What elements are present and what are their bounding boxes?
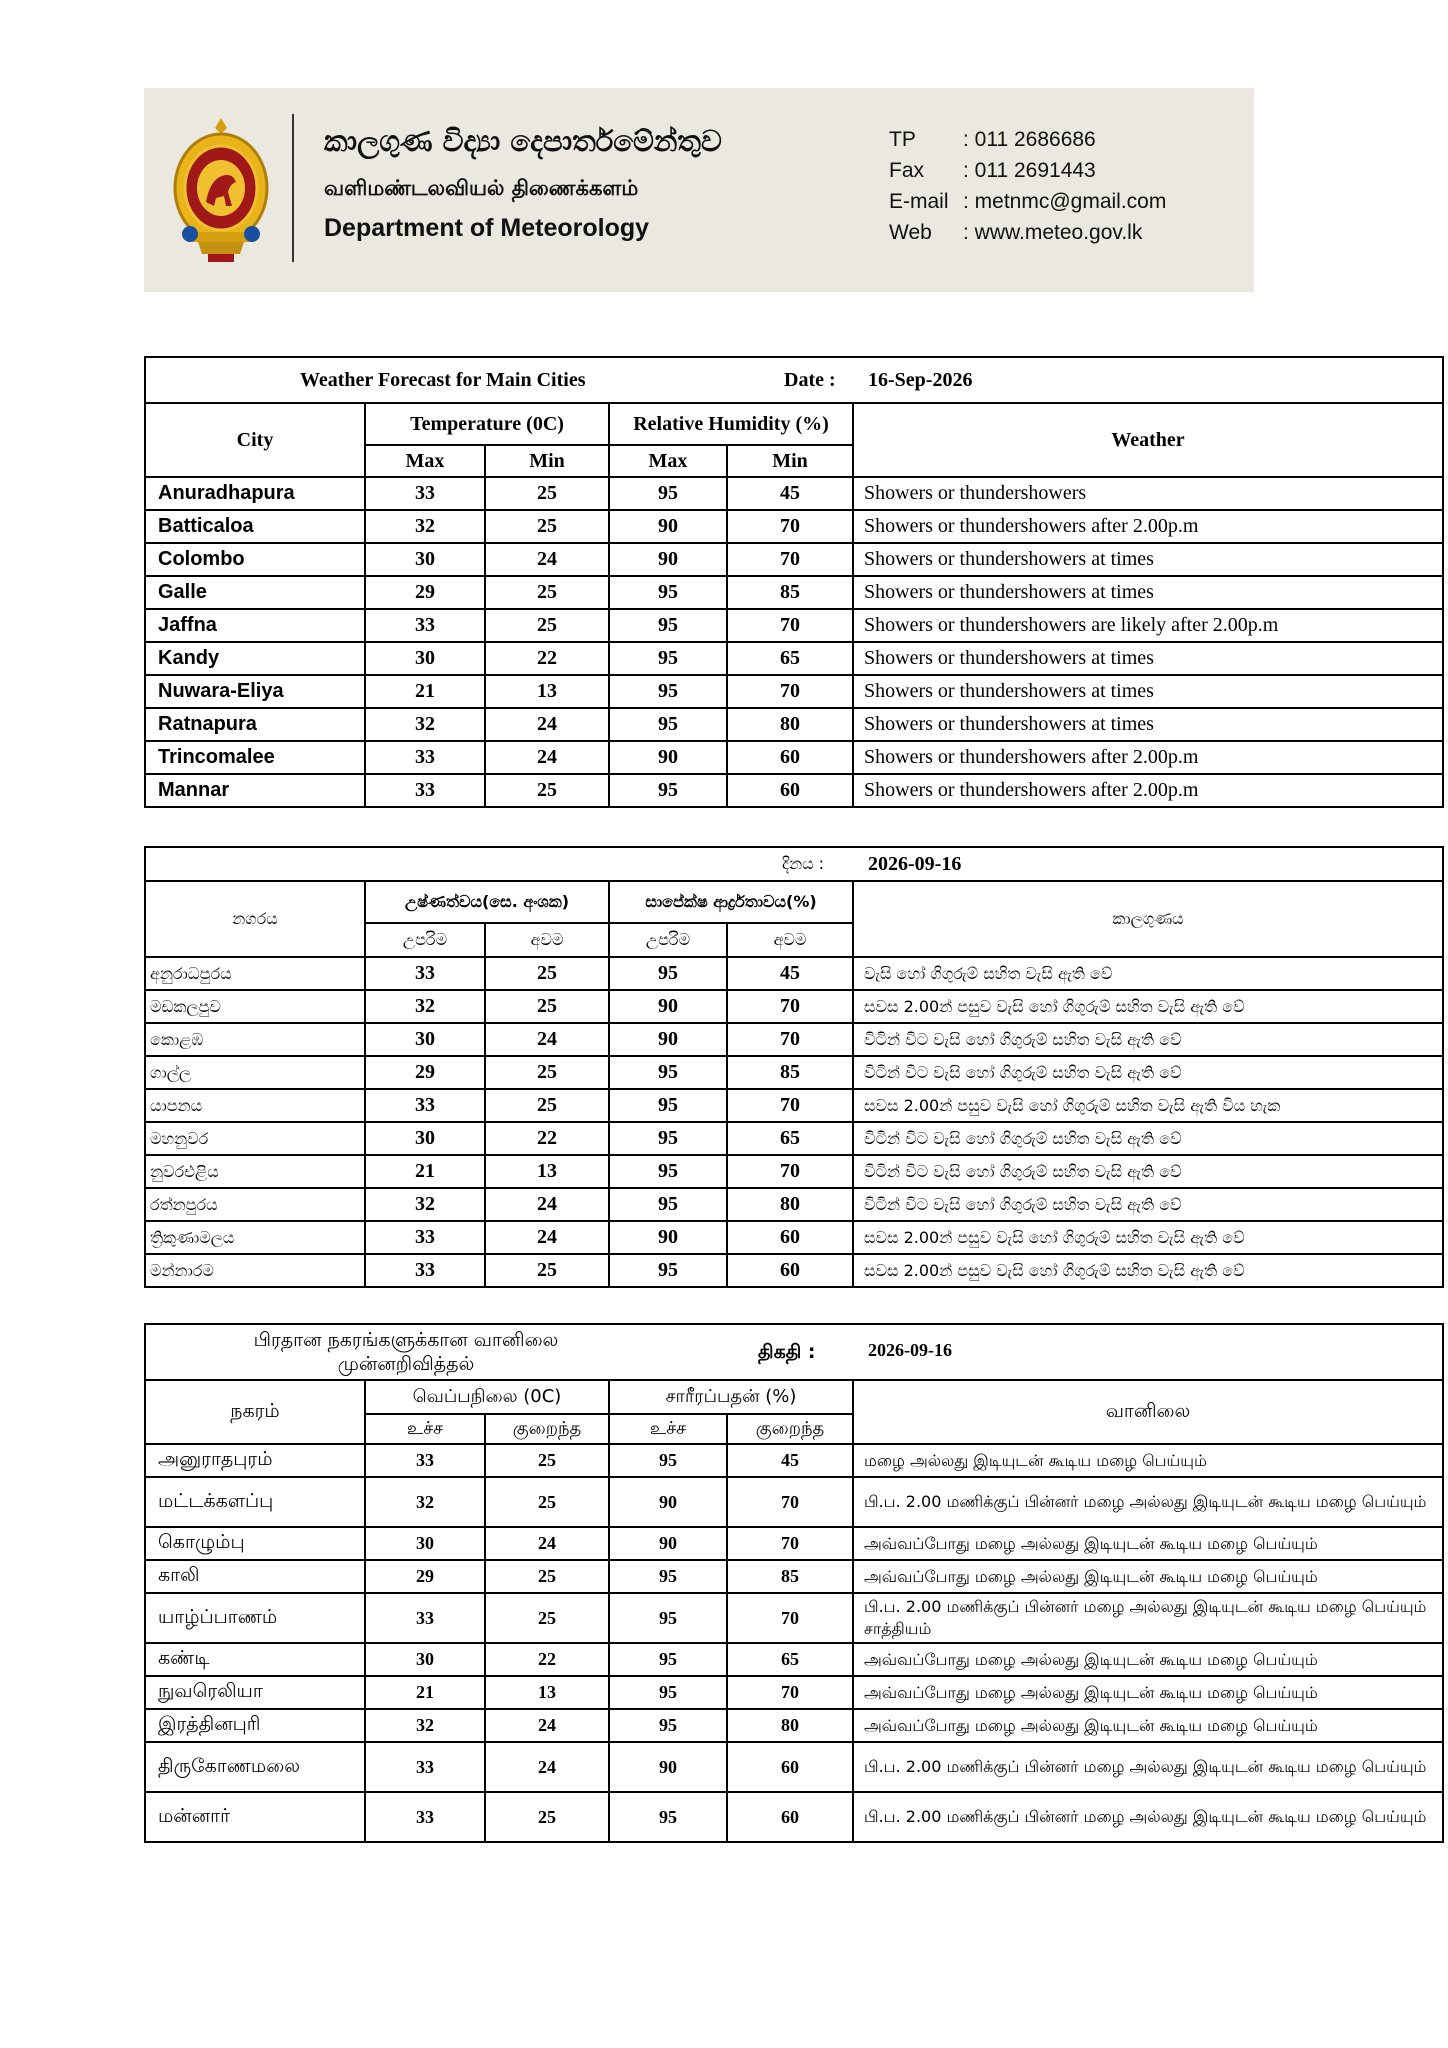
temp-max: 33	[365, 774, 485, 807]
temp-max: 29	[365, 1056, 485, 1089]
weather-text: பி.ப. 2.00 மணிக்குப் பின்னர் மழை அல்லது இடியுடன் கூடிய மழை பெய்யும்	[853, 1792, 1443, 1842]
table-title-line2: முன்னறிவித்தல்	[337, 1353, 475, 1375]
weather-text: பி.ப. 2.00 மணிக்குப் பின்னர் மழை அல்லது இடியுடன் கூடிய மழை பெய்யும் சாத்தியம்	[853, 1593, 1443, 1643]
rh-max: 90	[609, 1477, 727, 1527]
rh-max: 95	[609, 1792, 727, 1842]
rh-min: 70	[727, 1676, 853, 1709]
temp-max: 33	[365, 609, 485, 642]
dept-name-tamil: வளிமண்டலவியல் திணைக்களம்	[324, 176, 639, 200]
temp-max: 30	[365, 1122, 485, 1155]
weather-text: அவ்வப்போது மழை அல்லது இடியுடன் கூடிய மழை பெய்யும்	[853, 1527, 1443, 1560]
weather-text: සවස 2.00න් පසුව වැසි හෝ ගිගුරුම් සහිත වැසි ඇති වේ	[853, 1254, 1443, 1287]
temp-min: 25	[485, 1477, 609, 1527]
weather-text: பி.ப. 2.00 மணிக்குப் பின்னர் மழை அல்லது இடியுடன் கூடிய மழை பெய்யும்	[853, 1477, 1443, 1527]
header-humidity: සාපේක්ෂ ආර්ද්‍රතාවය(%)	[609, 881, 853, 923]
table-title-line1: பிரதான நகரங்களுக்கான வானிலை	[253, 1329, 559, 1351]
weather-text: Showers or thundershowers	[853, 477, 1443, 510]
weather-text: විටින් විට වැසි හෝ ගිගුරුම් සහිත වැසි ඇති වේ	[853, 1122, 1443, 1155]
weather-text: Showers or thundershowers after 2.00p.m	[853, 510, 1443, 543]
table-row	[145, 1643, 1443, 1676]
table-row	[145, 1444, 1443, 1477]
city-name: Colombo	[145, 543, 365, 576]
weather-text: වැසි හෝ ගිගුරුම් සහිත වැසි ඇති වේ	[853, 957, 1443, 990]
city-name: Ratnapura	[145, 708, 365, 741]
temp-min: 24	[485, 1742, 609, 1792]
city-name: ත්‍රිකුණාමලය	[145, 1221, 365, 1254]
city-name: නුවරඑළිය	[145, 1155, 365, 1188]
temp-max: 33	[365, 1742, 485, 1792]
temp-max: 33	[365, 1593, 485, 1643]
weather-text: Showers or thundershowers at times	[853, 576, 1443, 609]
temp-min: 25	[485, 1792, 609, 1842]
city-name: Galle	[145, 576, 365, 609]
table-row	[145, 576, 1443, 609]
rh-min: 70	[727, 1023, 853, 1056]
city-name: Trincomalee	[145, 741, 365, 774]
weather-text: அவ்வப்போது மழை அல்லது இடியுடன் கூடிய மழை பெய்யும்	[853, 1709, 1443, 1742]
rh-min: 70	[727, 1593, 853, 1643]
table-row	[145, 1122, 1443, 1155]
header-rh-min: Min	[727, 445, 853, 477]
forecast-table-tamil	[144, 1323, 1444, 1843]
contact-email: E-mail : metnmc@gmail.com	[889, 190, 1167, 213]
city-name: ගාල්ල	[145, 1056, 365, 1089]
temp-min: 25	[485, 1444, 609, 1477]
rh-max: 95	[609, 1188, 727, 1221]
rh-max: 95	[609, 1155, 727, 1188]
table-row	[145, 1742, 1443, 1792]
table-row	[145, 708, 1443, 741]
city-name: මඩකලපුව	[145, 990, 365, 1023]
dept-name-sinhala: කාලගුණ විද්‍යා දෙපාර්තමේන්තුව	[324, 124, 722, 158]
city-name: යාපනය	[145, 1089, 365, 1122]
rh-max: 90	[609, 1527, 727, 1560]
table-row	[145, 642, 1443, 675]
weather-text: Showers or thundershowers at times	[853, 675, 1443, 708]
forecast-table-sinhala	[144, 846, 1444, 1288]
temp-min: 25	[485, 1560, 609, 1593]
city-name: நுவரெலியா	[145, 1676, 365, 1709]
weather-text: සවස 2.00න් පසුව වැසි හෝ ගිගුරුම් සහිත වැසි ඇති වේ	[853, 990, 1443, 1023]
header-city: City	[145, 403, 365, 477]
rh-min: 70	[727, 1477, 853, 1527]
table-row	[145, 1155, 1443, 1188]
temp-max: 30	[365, 543, 485, 576]
contact-fax: Fax : 011 2691443	[889, 159, 1096, 182]
header-temperature: வெப்பநிலை (0C)	[365, 1380, 609, 1414]
rh-max: 90	[609, 543, 727, 576]
table-row	[145, 741, 1443, 774]
rh-min: 70	[727, 510, 853, 543]
header-temp-max: உச்ச	[365, 1414, 485, 1444]
header-humidity: சாரீரப்பதன் (%)	[609, 1380, 853, 1414]
temp-min: 25	[485, 1593, 609, 1643]
rh-min: 80	[727, 1188, 853, 1221]
city-name: கண்டி	[145, 1643, 365, 1676]
weather-text: பி.ப. 2.00 மணிக்குப் பின்னர் மழை அல்லது இடியுடன் கூடிய மழை பெய்யும்	[853, 1742, 1443, 1792]
table-row	[145, 1188, 1443, 1221]
weather-text: Showers or thundershowers after 2.00p.m	[853, 741, 1443, 774]
temp-min: 13	[485, 1155, 609, 1188]
rh-min: 60	[727, 1254, 853, 1287]
rh-min: 60	[727, 1742, 853, 1792]
rh-min: 85	[727, 1056, 853, 1089]
rh-min: 70	[727, 990, 853, 1023]
rh-min: 60	[727, 1221, 853, 1254]
rh-max: 95	[609, 1676, 727, 1709]
rh-min: 85	[727, 1560, 853, 1593]
temp-min: 25	[485, 774, 609, 807]
temp-max: 33	[365, 1254, 485, 1287]
weather-text: Showers or thundershowers are likely after 2.00p.m	[853, 609, 1443, 642]
table-row	[145, 543, 1443, 576]
weather-text: විටින් විට වැසි හෝ ගිගුරුම් සහිත වැසි ඇති වේ	[853, 1023, 1443, 1056]
temp-max: 21	[365, 1155, 485, 1188]
temp-min: 25	[485, 477, 609, 510]
table-row	[145, 1709, 1443, 1742]
rh-min: 45	[727, 477, 853, 510]
temp-max: 33	[365, 1221, 485, 1254]
header-temp-max: උපරිම	[365, 923, 485, 957]
city-name: මහනුවර	[145, 1122, 365, 1155]
city-name: මන්නාරම	[145, 1254, 365, 1287]
contact-web: Web : www.meteo.gov.lk	[889, 221, 1143, 244]
header-city: நகரம்	[145, 1380, 365, 1444]
weather-text: Showers or thundershowers at times	[853, 708, 1443, 741]
temp-min: 25	[485, 1089, 609, 1122]
table-row	[145, 477, 1443, 510]
city-name: Mannar	[145, 774, 365, 807]
date-label: திகதி :	[758, 1341, 816, 1363]
rh-min: 70	[727, 609, 853, 642]
rh-max: 90	[609, 990, 727, 1023]
header-weather: Weather	[853, 403, 1443, 477]
table-row	[145, 957, 1443, 990]
city-name: இரத்தினபுரி	[145, 1709, 365, 1742]
temp-max: 32	[365, 1477, 485, 1527]
temp-min: 24	[485, 1221, 609, 1254]
contact-phone: TP : 011 2686686	[889, 128, 1096, 151]
rh-max: 95	[609, 576, 727, 609]
city-name: திருகோணமலை	[145, 1742, 365, 1792]
rh-max: 95	[609, 642, 727, 675]
rh-max: 95	[609, 675, 727, 708]
header-humidity: Relative Humidity (%)	[609, 403, 853, 445]
table-caption	[145, 1324, 1443, 1380]
weather-text: සවස 2.00න් පසුව වැසි හෝ ගිගුරුම් සහිත වැසි ඇති විය හැක	[853, 1089, 1443, 1122]
header-divider	[292, 114, 294, 262]
letterhead	[144, 88, 1254, 292]
header-rh-max: உச்ச	[609, 1414, 727, 1444]
rh-max: 95	[609, 477, 727, 510]
temp-max: 30	[365, 1527, 485, 1560]
table-title: Weather Forecast for Main Cities	[300, 369, 586, 391]
rh-max: 95	[609, 1122, 727, 1155]
rh-max: 90	[609, 741, 727, 774]
rh-min: 85	[727, 576, 853, 609]
table-caption	[145, 847, 1443, 881]
table-row	[145, 1593, 1443, 1643]
temp-max: 33	[365, 1444, 485, 1477]
temp-max: 32	[365, 510, 485, 543]
weather-text: அவ்வப்போது மழை அல்லது இடியுடன் கூடிய மழை பெய்யும்	[853, 1643, 1443, 1676]
temp-max: 29	[365, 576, 485, 609]
date-label: දිනය :	[782, 854, 825, 873]
temp-min: 25	[485, 1056, 609, 1089]
header-temp-max: Max	[365, 445, 485, 477]
forecast-table-english	[144, 356, 1444, 808]
table-row	[145, 1221, 1443, 1254]
table-row	[145, 1254, 1443, 1287]
temp-max: 21	[365, 1676, 485, 1709]
rh-min: 65	[727, 642, 853, 675]
city-name: Anuradhapura	[145, 477, 365, 510]
temp-min: 24	[485, 1527, 609, 1560]
weather-text: அவ்வப்போது மழை அல்லது இடியுடன் கூடிய மழை பெய்யும்	[853, 1560, 1443, 1593]
rh-min: 65	[727, 1122, 853, 1155]
table-row	[145, 609, 1443, 642]
weather-text: විටින් විට වැසි හෝ ගිගුරුම් සහිත වැසි ඇති වේ	[853, 1155, 1443, 1188]
temp-min: 24	[485, 1709, 609, 1742]
city-name: රත්නපුරය	[145, 1188, 365, 1221]
table-row	[145, 1089, 1443, 1122]
rh-max: 95	[609, 1643, 727, 1676]
city-name: மன்னார்	[145, 1792, 365, 1842]
rh-max: 95	[609, 609, 727, 642]
header-temp-min: Min	[485, 445, 609, 477]
temp-min: 24	[485, 741, 609, 774]
weather-text: විටින් විට වැසි හෝ ගිගුරුම් සහිත වැසි ඇති වේ	[853, 1056, 1443, 1089]
rh-max: 95	[609, 1444, 727, 1477]
header-rh-max: උපරිම	[609, 923, 727, 957]
rh-max: 95	[609, 1709, 727, 1742]
city-name: Jaffna	[145, 609, 365, 642]
table-row	[145, 1792, 1443, 1842]
temp-min: 25	[485, 576, 609, 609]
rh-max: 95	[609, 1056, 727, 1089]
temp-min: 13	[485, 1676, 609, 1709]
rh-min: 70	[727, 675, 853, 708]
rh-max: 90	[609, 1742, 727, 1792]
table-row	[145, 990, 1443, 1023]
table-caption	[145, 357, 1443, 403]
header-temp-min: අවම	[485, 923, 609, 957]
header-rh-max: Max	[609, 445, 727, 477]
contact-info	[889, 124, 1166, 248]
table-row	[145, 675, 1443, 708]
temp-max: 29	[365, 1560, 485, 1593]
temp-min: 22	[485, 642, 609, 675]
rh-min: 65	[727, 1643, 853, 1676]
weather-text: மழை அல்லது இடியுடன் கூடிய மழை பெய்யும்	[853, 1444, 1443, 1477]
rh-min: 70	[727, 1155, 853, 1188]
temp-min: 24	[485, 1188, 609, 1221]
table-row	[145, 1560, 1443, 1593]
temp-min: 13	[485, 675, 609, 708]
temp-max: 32	[365, 1709, 485, 1742]
rh-min: 60	[727, 1792, 853, 1842]
rh-max: 95	[609, 1254, 727, 1287]
city-name: மட்டக்களப்பு	[145, 1477, 365, 1527]
temp-min: 22	[485, 1122, 609, 1155]
rh-max: 95	[609, 957, 727, 990]
temp-max: 33	[365, 1792, 485, 1842]
rh-max: 95	[609, 1593, 727, 1643]
city-name: காலி	[145, 1560, 365, 1593]
rh-min: 45	[727, 957, 853, 990]
city-name: අනුරාධපුරය	[145, 957, 365, 990]
temp-max: 33	[365, 1089, 485, 1122]
weather-text: Showers or thundershowers at times	[853, 642, 1443, 675]
temp-max: 32	[365, 708, 485, 741]
rh-min: 80	[727, 708, 853, 741]
city-name: யாழ்ப்பாணம்	[145, 1593, 365, 1643]
rh-min: 45	[727, 1444, 853, 1477]
city-name: அனுராதபுரம்	[145, 1444, 365, 1477]
temp-max: 30	[365, 642, 485, 675]
rh-min: 60	[727, 741, 853, 774]
temp-max: 21	[365, 675, 485, 708]
rh-max: 90	[609, 510, 727, 543]
dept-name-english: Department of Meteorology	[324, 214, 650, 242]
weather-text: Showers or thundershowers after 2.00p.m	[853, 774, 1443, 807]
city-name: Kandy	[145, 642, 365, 675]
temp-max: 30	[365, 1023, 485, 1056]
header-weather: කාලගුණය	[853, 881, 1443, 957]
header-weather: வானிலை	[853, 1380, 1443, 1444]
temp-min: 24	[485, 1023, 609, 1056]
weather-text: அவ்வப்போது மழை அல்லது இடியுடன் கூடிய மழை பெய்யும்	[853, 1676, 1443, 1709]
date-value: 16-Sep-2026	[868, 369, 973, 391]
header-temperature: Temperature (0C)	[365, 403, 609, 445]
table-row	[145, 1023, 1443, 1056]
rh-max: 95	[609, 774, 727, 807]
temp-max: 32	[365, 990, 485, 1023]
city-name: Batticaloa	[145, 510, 365, 543]
header-temperature: උෂ්ණත්වය(සෙ. අංශක)	[365, 881, 609, 923]
rh-max: 95	[609, 1560, 727, 1593]
temp-max: 33	[365, 741, 485, 774]
table-row	[145, 1477, 1443, 1527]
temp-min: 25	[485, 1254, 609, 1287]
temp-min: 24	[485, 543, 609, 576]
table-row	[145, 1527, 1443, 1560]
table-row	[145, 774, 1443, 807]
rh-max: 95	[609, 1089, 727, 1122]
sri-lanka-emblem-icon	[170, 114, 272, 266]
rh-min: 70	[727, 1089, 853, 1122]
table-row	[145, 1056, 1443, 1089]
rh-max: 90	[609, 1023, 727, 1056]
rh-min: 70	[727, 543, 853, 576]
weather-text: සවස 2.00න් පසුව වැසි හෝ ගිගුරුම් සහිත වැසි ඇති වේ	[853, 1221, 1443, 1254]
city-name: කොළඹ	[145, 1023, 365, 1056]
weather-text: Showers or thundershowers at times	[853, 543, 1443, 576]
temp-max: 30	[365, 1643, 485, 1676]
temp-min: 24	[485, 708, 609, 741]
rh-max: 95	[609, 708, 727, 741]
city-name: கொழும்பு	[145, 1527, 365, 1560]
header-rh-min: අවම	[727, 923, 853, 957]
temp-max: 32	[365, 1188, 485, 1221]
date-value: 2026-09-16	[868, 1340, 952, 1360]
date-label: Date :	[784, 369, 836, 391]
temp-min: 25	[485, 510, 609, 543]
header-rh-min: குறைந்த	[727, 1414, 853, 1444]
temp-max: 33	[365, 957, 485, 990]
header-city: නගරය	[145, 881, 365, 957]
rh-min: 60	[727, 774, 853, 807]
temp-min: 25	[485, 957, 609, 990]
temp-min: 22	[485, 1643, 609, 1676]
table-row	[145, 1676, 1443, 1709]
rh-min: 70	[727, 1527, 853, 1560]
weather-text: විටින් විට වැසි හෝ ගිගුරුම් සහිත වැසි ඇති වේ	[853, 1188, 1443, 1221]
rh-max: 90	[609, 1221, 727, 1254]
header-temp-min: குறைந்த	[485, 1414, 609, 1444]
table-row	[145, 510, 1443, 543]
temp-min: 25	[485, 609, 609, 642]
temp-max: 33	[365, 477, 485, 510]
rh-min: 80	[727, 1709, 853, 1742]
temp-min: 25	[485, 990, 609, 1023]
date-value: 2026-09-16	[868, 853, 962, 875]
city-name: Nuwara-Eliya	[145, 675, 365, 708]
